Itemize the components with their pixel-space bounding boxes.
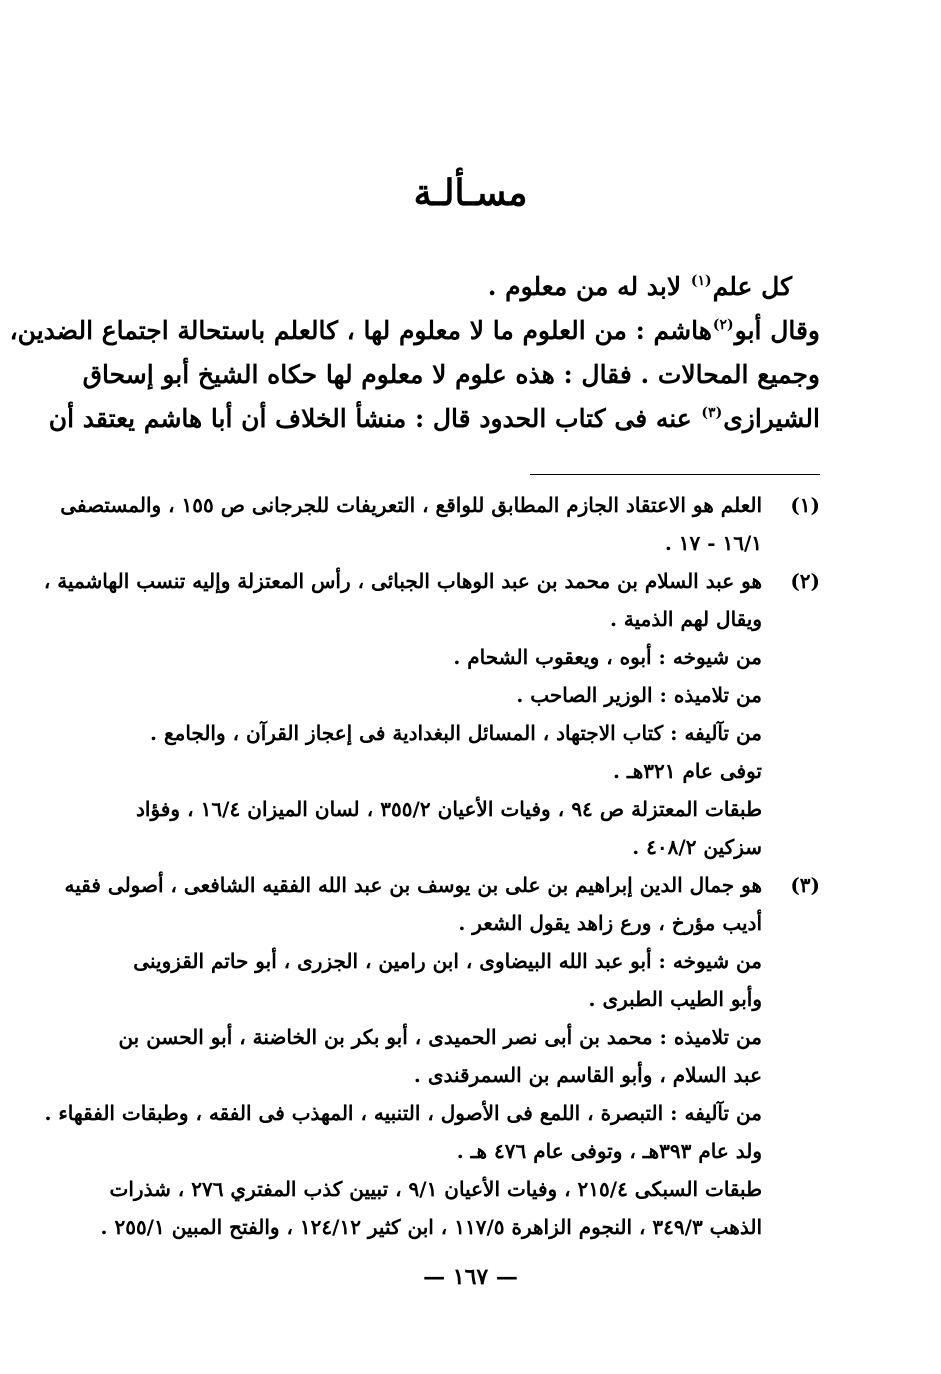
footnote-separator [530,474,820,475]
main-text [9,265,820,441]
footnote-line: من تآليفه : التبصرة ، اللمع فى الأصول ، التنبيه ، المهذب فى الفقه ، وطبقات الفقهاء . [44,1101,762,1125]
footnote-2 [43,562,820,866]
footnote-reference[interactable]: (١) [690,273,712,289]
footnote-number: (٣) [790,873,820,897]
text-run: الشيرازى [723,404,820,433]
footnote-line: توفى عام ٣٢١هـ . [612,759,762,783]
footnote-line: من شيوخه : أبوه ، ويعقوب الشحام . [453,645,762,669]
footnote-line: ١٦/١ - ١٧ . [664,531,762,555]
footnote-line: الذهب ٣٤٩/٣ ، النجوم الزاهرة ١١٧/٥ ، ابن كثير ١٢٤/١٢ ، والفتح المبين ٢٥٥/١ . [100,1215,762,1239]
footnote-reference[interactable]: (٢) [712,317,734,333]
footnote-line: ولد عام ٣٩٣هـ ، وتوفى عام ٤٧٦ هـ . [456,1139,762,1163]
text-run: هاشم : من العلوم ما لا معلوم لها ، كالعلم باستحالة اجتماع الضدين، [9,316,712,345]
main-text-line: وجميع المحالات . فقال : هذه علوم لا معلوم لها حكاه الشيخ أبو إسحاق [82,360,820,389]
footnote-line: سزكين ٤٠٨/٢ . [632,835,762,859]
footnote-number: (٢) [790,569,820,593]
text-run: لابد له من معلوم . [487,272,690,301]
footnote-line: ويقال لهم الذمية . [609,607,762,631]
footnote-line: من تلاميذه : محمد بن أبى نصر الحميدى ، أبو بكر بن الخاضنة ، أبو الحسن بن [118,1025,762,1049]
footnote-line: وأبو الطيب الطبرى . [588,987,762,1011]
footnote-line: من تآليفه : كتاب الاجتهاد ، المسائل البغدادية فى إعجاز القرآن ، والجامع . [150,721,762,745]
footnote-number: (١) [790,493,820,517]
footnotes [43,486,820,1246]
page-number: — ١٦٧ — [423,1264,518,1290]
footnote-line: من تلاميذه : الوزير الصاحب . [516,683,762,707]
footnote-line: هو جمال الدين إبراهيم بن على بن يوسف بن عبد الله الفقيه الشافعى ، أصولى فقيه [64,873,762,897]
footnote-3 [44,866,820,1246]
main-text-line [9,309,820,353]
footnote-line: طبقات المعتزلة ص ٩٤ ، وفيات الأعيان ٣٥٥/٢ ، لسان الميزان ١٦/٤ ، وفؤاد [136,797,763,821]
footnote-line: العلم هو الاعتقاد الجازم المطابق للواقع ، التعريفات للجرجانى ص ١٥٥ ، والمستصفى [60,493,762,517]
main-text-line [136,265,820,309]
footnote-line: طبقات السبكى ٢١٥/٤ ، وفيات الأعيان ٩/١ ، تبيين كذب المفتري ٢٧٦ ، شذرات [109,1177,762,1201]
footnote-reference[interactable]: (٣) [701,405,723,421]
text-run: عنه فى كتاب الحدود قال : منشأ الخلاف أن أبا هاشم يعتقد أن [48,404,701,433]
section-heading: مسـألـة [413,172,528,214]
text-run: وقال أبو [734,316,820,345]
text-run: كل علم [712,272,792,301]
footnote-1 [60,486,820,562]
footnote-line: أديب مؤرخ ، ورع زاهد يقول الشعر . [458,911,762,935]
footnote-line: عبد السلام ، وأبو القاسم بن السمرقندى . [413,1063,762,1087]
main-text-line [48,397,820,441]
footnote-line: من شيوخه : أبو عبد الله البيضاوى ، ابن رامين ، الجزرى ، أبو حاتم القزوينى [133,949,762,973]
footnote-line: هو عبد السلام بن محمد بن عبد الوهاب الجبائى ، رأس المعتزلة وإليه تنسب الهاشمية ، [43,569,762,593]
